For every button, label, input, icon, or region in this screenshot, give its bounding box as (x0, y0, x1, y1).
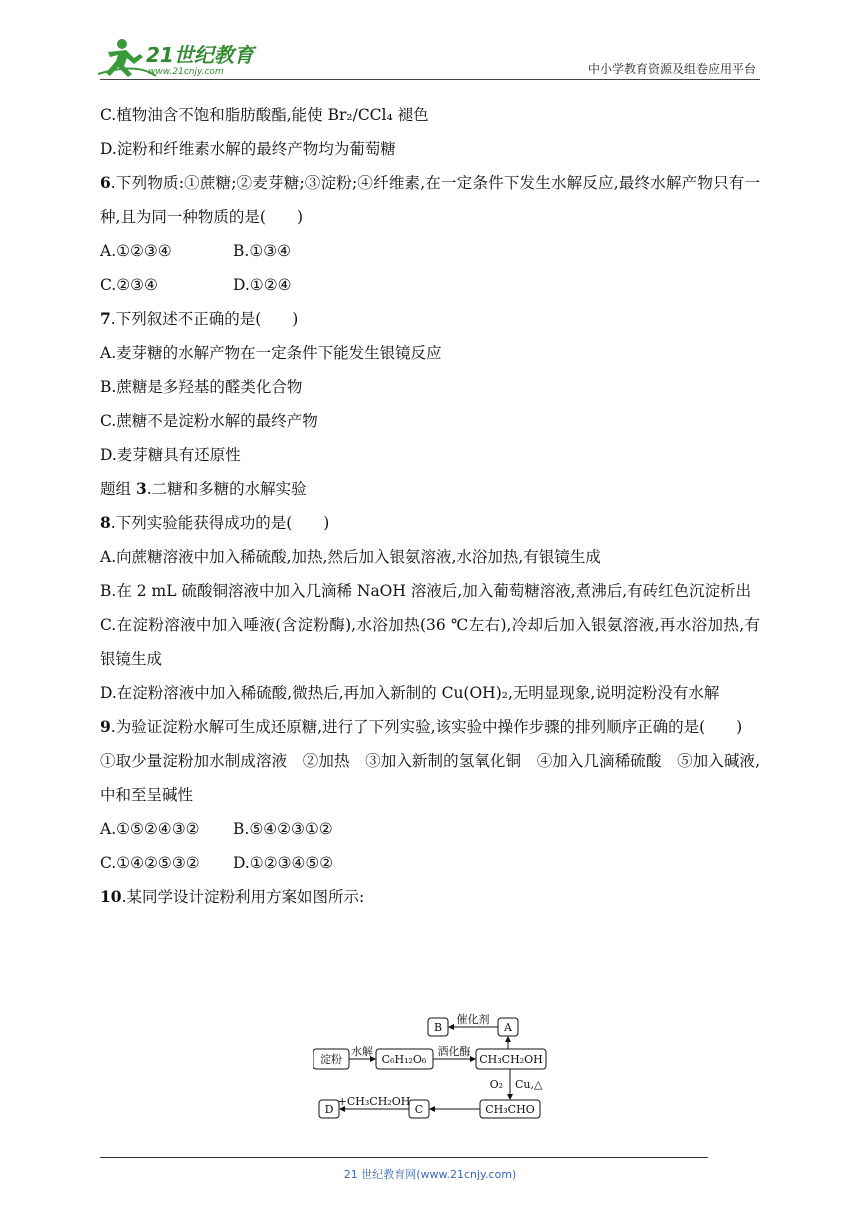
footer-link[interactable]: 21 世纪教育网(www.21cnjy.com) (343, 1168, 517, 1181)
question-stem: .为验证淀粉水解可生成还原糖,进行了下列实验,该实验中操作步骤的排列顺序正确的是( ) (110, 718, 743, 736)
label-b: B (433, 1021, 443, 1034)
label-glucose: C₆H₁₂O₆ (381, 1053, 427, 1066)
footer-divider (100, 1157, 708, 1158)
option-b: B.⑤④②③①② (233, 820, 333, 838)
question-content (100, 98, 760, 914)
label-hydrolysis: 水解 (351, 1045, 373, 1058)
question-8 (100, 506, 760, 540)
label-cu-heat: Cu,△ (515, 1078, 543, 1091)
label-c: C (414, 1103, 424, 1116)
question-stem: .下列叙述不正确的是( ) (110, 310, 299, 328)
q6-options-ab (100, 234, 760, 268)
q9-options-ab (100, 812, 760, 846)
label-ethanol: CH₃CH₂OH (479, 1053, 543, 1066)
prev-option-d: D.淀粉和纤维素水解的最终产物均为葡萄糖 (100, 140, 396, 158)
question-7 (100, 302, 760, 336)
q9-options-cd (100, 846, 760, 880)
label-catalyst: 催化剂 (456, 1013, 490, 1026)
label-a: A (504, 1021, 512, 1034)
question-number: 8 (100, 513, 111, 532)
option-b: B.在 2 mL 硫酸铜溶液中加入几滴稀 NaOH 溶液后,加入葡萄糖溶液,煮沸后,有砖红色沉淀析出 (100, 582, 752, 600)
label-o2: O₂ (489, 1078, 503, 1091)
option-b: B.蔗糖是多羟基的醛类化合物 (100, 378, 303, 396)
q6-options-cd (100, 268, 760, 302)
question-number: 9 (100, 717, 111, 736)
question-stem: .下列物质:①蔗糖;②麦芽糖;③淀粉;④纤维素,在一定条件下发生水解反应,最终水解产物只有一种,且为同一种物质的是( ) (100, 174, 760, 226)
option-a: A.麦芽糖的水解产物在一定条件下能发生银镜反应 (100, 344, 442, 362)
label-acetaldehyde: CH₃CHO (485, 1103, 535, 1116)
group-prefix: 题组 (100, 480, 136, 498)
option-d: D.在淀粉溶液中加入稀硫酸,微热后,再加入新制的 Cu(OH)₂,无明显现象,说明淀粉没有水解 (100, 684, 720, 702)
site-logo (96, 36, 261, 80)
option-a: A.①②③④ (100, 242, 172, 260)
question-number: 7 (100, 309, 111, 328)
option-b: B.①③④ (233, 242, 292, 260)
label-zymase: 酒化酶 (437, 1045, 471, 1058)
question-6 (100, 166, 760, 234)
q9-steps: ①取少量淀粉加水制成溶液 ②加热 ③加入新制的氢氧化铜 ④加入几滴稀硫酸 ⑤加入碱液,中和至呈碱性 (100, 752, 760, 804)
header-tagline: 中小学教育资源及组卷应用平台 (587, 62, 756, 76)
logo-wordmark: 21世纪教育 (146, 43, 254, 67)
option-d: D.麦芽糖具有还原性 (100, 446, 241, 464)
group-title: .二糖和多糖的水解实验 (146, 480, 307, 498)
question-9 (100, 710, 760, 744)
question-10 (100, 880, 760, 914)
option-c: C.①④②⑤③② (100, 854, 200, 872)
prev-option-c: C.植物油含不饱和脂肪酸酯,能使 Br₂/CCl₄ 褪色 (100, 106, 429, 124)
label-d: D (324, 1103, 334, 1116)
question-number: 10 (100, 887, 122, 906)
group-number: 3 (135, 479, 147, 498)
question-stem: .某同学设计淀粉利用方案如图所示: (121, 888, 365, 906)
option-a: A.①⑤②④③② (100, 820, 200, 838)
reaction-scheme-diagram (313, 1010, 563, 1125)
question-number: 6 (100, 173, 111, 192)
label-plus-ethanol: +CH₃CH₂OH (337, 1095, 411, 1108)
option-c: C.在淀粉溶液中加入唾液(含淀粉酶),水浴加热(36 ℃左右),冷却后加入银氨溶液,再水浴加热,有银镜生成 (100, 616, 760, 668)
group-heading (100, 472, 760, 506)
header-divider (100, 79, 760, 80)
label-starch: 淀粉 (320, 1053, 342, 1066)
logo-url: www.21cnjy.com (148, 67, 224, 77)
option-c: C.蔗糖不是淀粉水解的最终产物 (100, 412, 318, 430)
question-stem: .下列实验能获得成功的是( ) (110, 514, 330, 532)
option-a: A.向蔗糖溶液中加入稀硫酸,加热,然后加入银氨溶液,水浴加热,有银镜生成 (100, 548, 601, 566)
option-d: D.①②④ (233, 276, 292, 294)
option-d: D.①②③④⑤② (233, 854, 334, 872)
option-c: C.②③④ (100, 276, 158, 294)
